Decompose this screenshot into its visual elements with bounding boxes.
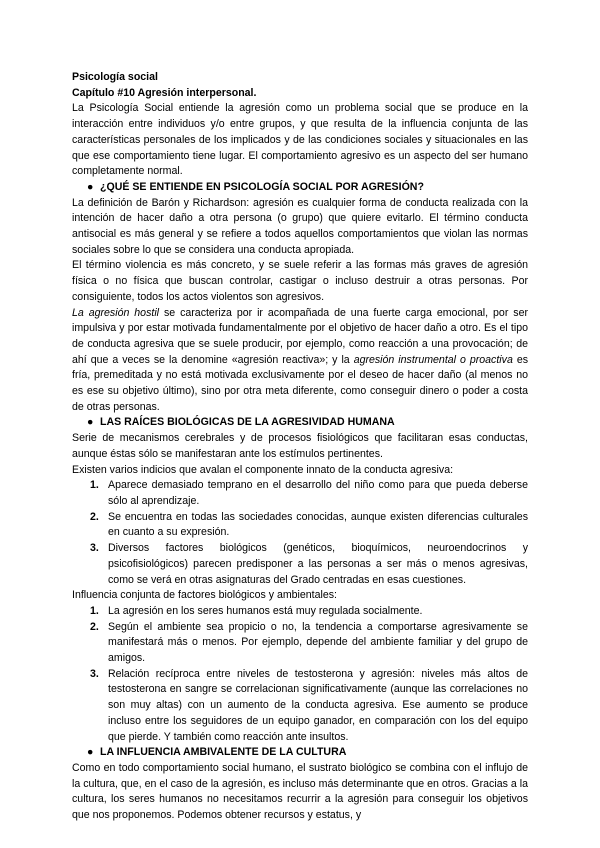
- section-title: LA INFLUENCIA AMBIVALENTE DE LA CULTURA: [100, 746, 347, 759]
- text-segment: se caracteriza por ir acompañada de una fuerte carga emocional, por ser impulsiva y por estar motivada fundamentalmente por el objetivo de hacer daño a otro. Es el tipo de conducta agresiva que se suele producir, por ejemplo, como reacción a una provocación; de ahí que a veces se la denomine «agresión reactiva»; y la: [72, 306, 528, 366]
- list-number: 1.: [90, 479, 99, 492]
- text-segment: es fría, premeditada y no está motivada exclusivamente por el deseo de hacer daño (al menos no es ese su objetivo último), sino por otra meta diferente, como conseguir dinero o poder a costa de otras personas.: [72, 353, 529, 413]
- bullet-icon: ●: [87, 416, 94, 429]
- violence-paragraph: El término violencia es más concreto, y se suele referir a las formas más graves de agresión física o no física que buscan controlar, castigar o incluso destruir a otras personas. Por consiguiente, todos los actos violentos son agresivos.: [72, 259, 528, 303]
- list-number: 1.: [90, 604, 99, 617]
- list-number: 3.: [90, 542, 99, 555]
- intro-paragraph: La Psicología Social entiende la agresión como un problema social que se produce en la interacción entre individuos y/o entre grupos, y que resulta de la influencia conjunta de las características personales de los implicados y de las condiciones sociales y situacionales en las que ese comportamiento tiene lugar. El comportamiento agresivo es un aspecto del ser humano completamente normal.: [72, 102, 528, 178]
- innate-evidence-intro: Existen varios indicios que avalan el componente innato de la conducta agresiva:: [72, 463, 454, 476]
- list-item: [72, 620, 528, 667]
- list-item: [72, 604, 528, 620]
- definition-paragraph: La definición de Barón y Richardson: agresión es cualquier forma de conducta realizada con la intención de hacer daño a otra persona (o grupo) que quiere evitarlo. El término conducta antisocial es más general y se refiere a todos aquellos comportamientos que violan las normas sociales sobre lo que se considera una conducta apropiada.: [72, 196, 528, 256]
- section-heading-culture: [72, 745, 528, 761]
- aggression-types-paragraph: [72, 306, 528, 416]
- list-item-text: Diversos factores biológicos (genéticos, bioquímicos, neuroendocrinos y psicofisiológicos) parecen predisponer a las personas a ser más o menos agresivas, como se verá en otras asignaturas del Grado centradas en esas cuestiones.: [108, 542, 528, 586]
- list-item-text: Se encuentra en todas las sociedades conocidas, aunque existen diferencias culturales en cuanto a su expresión.: [108, 510, 528, 539]
- list-item: [72, 478, 528, 509]
- document-page: [72, 70, 528, 824]
- section-heading-biological: [72, 415, 528, 431]
- list-item: [72, 541, 528, 588]
- chapter-title: Capítulo #10 Agresión interpersonal.: [72, 86, 257, 99]
- term-hostile: La agresión hostil: [72, 306, 160, 319]
- section-heading-definition: [72, 180, 528, 196]
- combined-influence-list: [72, 604, 528, 745]
- list-number: 2.: [90, 620, 99, 633]
- section-title: ¿QUÉ SE ENTIENDE EN PSICOLOGÍA SOCIAL POR AGRESIÓN?: [100, 180, 424, 193]
- list-item-text: Relación recíproca entre niveles de testosterona y agresión: niveles más altos de testosterona en sangre se correlacionan significativamente (aunque las correlaciones no son muy altas) con un aumento de la conducta agresiva. Ese aumento se produce incluso entre los seguidores de un equipo ganador, en comparación con los del equipo que pierde. Y también como reacción ante insultos.: [108, 667, 528, 743]
- term-instrumental: agresión instrumental o proactiva: [353, 353, 513, 366]
- culture-paragraph: Como en todo comportamiento social humano, el sustrato biológico se combina con el influjo de la cultura, que, en el caso de la agresión, es incluso más determinante que en otros. Gracias a la cultura, los seres humanos no necesitamos recurrir a la agresión para conseguir los objetivos que nos proponemos. Podemos obtener recursos y estatus, y: [72, 761, 528, 822]
- combined-influence-intro: Influencia conjunta de factores biológicos y ambientales:: [72, 589, 338, 602]
- list-item: [72, 667, 528, 746]
- list-number: 2.: [90, 510, 99, 523]
- bullet-icon: ●: [87, 746, 94, 759]
- section-title: LAS RAÍCES BIOLÓGICAS DE LA AGRESIVIDAD HUMANA: [100, 416, 395, 429]
- list-item-text: Según el ambiente sea propicio o no, la tendencia a comportarse agresivamente se manifestará más o menos. Por ejemplo, depende del ambiente familiar y del grupo de amigos.: [108, 620, 528, 665]
- document-title: Psicología social: [72, 71, 158, 83]
- list-item: [72, 510, 528, 541]
- bullet-icon: ●: [87, 180, 94, 193]
- list-item-text: Aparece demasiado temprano en el desarrollo del niño como para que pueda deberse sólo al aprendizaje.: [108, 479, 528, 507]
- mechanisms-paragraph: Serie de mecanismos cerebrales y de procesos fisiológicos que facilitaran esas conductas, aunque éstas sólo se manifestaran ante los estímulos pertinentes.: [72, 432, 528, 460]
- list-item-text: La agresión en los seres humanos está muy regulada socialmente.: [108, 604, 423, 617]
- innate-evidence-list: [72, 478, 528, 588]
- list-number: 3.: [90, 667, 99, 680]
